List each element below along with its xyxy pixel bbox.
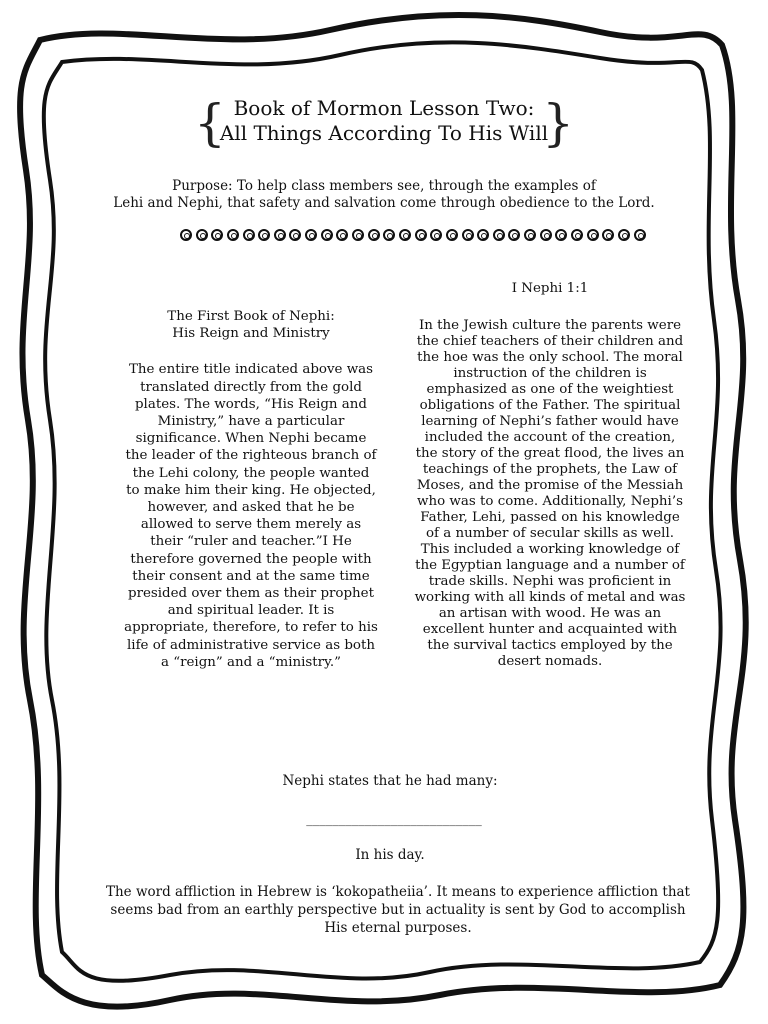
swirl-ornament [555, 229, 567, 241]
swirl-ornament [258, 229, 270, 241]
swirl-ornament [368, 229, 380, 241]
swirl-ornament [305, 229, 317, 241]
nephi-states-prompt: Nephi states that he had many: [282, 773, 498, 789]
right-curly-brace-icon: } [542, 94, 574, 152]
swirl-divider-icon [180, 227, 646, 243]
affliction-paragraph: The word affliction in Hebrew is ‘kokopatheiia’. It means to experience affliction that seems bad from an earthly perspective but in actuality is sent by God to accomplish His eternal purposes. [105, 884, 690, 936]
swirl-ornament [462, 229, 474, 241]
swirl-ornament [493, 229, 505, 241]
page-title [190, 96, 578, 146]
left-heading-line-1: The First Book of Nephi: [167, 309, 335, 324]
swirl-ornament [524, 229, 536, 241]
swirl-ornament [196, 229, 208, 241]
title-line-1: Book of Mormon Lesson Two: [233, 96, 535, 120]
swirl-ornament [477, 229, 489, 241]
swirl-ornament [211, 229, 223, 241]
left-curly-brace-icon: { [194, 94, 226, 152]
purpose-statement [110, 178, 658, 212]
swirl-ornament [571, 229, 583, 241]
swirl-ornament [336, 229, 348, 241]
swirl-ornament [227, 229, 239, 241]
left-column [124, 308, 378, 671]
left-column-body: The entire title indicated above was translated directly from the gold plates. The words, “His Reign and Ministry,” have a particular significance. When Nephi became the leader of the righteous branch of the Lehi colony, the people wanted to make him their king. He objected, however, and asked that he be allowed to serve them merely as their “ruler and teacher.”I He therefore governed the people with their consent and at the same time presided over them as their prophet and spiritual leader. It is appropriate, therefore, to refer to his life of administrative service as both a “reign” and a “ministry.” [124, 362, 378, 670]
swirl-ornament [321, 229, 333, 241]
swirl-ornament [415, 229, 427, 241]
swirl-ornament [399, 229, 411, 241]
swirl-ornament [274, 229, 286, 241]
purpose-line-1: Purpose: To help class members see, through the examples of [172, 178, 596, 194]
right-column [414, 281, 686, 670]
swirl-ornament [618, 229, 630, 241]
purpose-line-2: Lehi and Nephi, that safety and salvation come through obedience to the Lord. [113, 195, 655, 211]
swirl-ornament [243, 229, 255, 241]
swirl-ornament [289, 229, 301, 241]
swirl-ornament [180, 229, 192, 241]
in-his-day-text: In his day. [355, 847, 425, 863]
left-heading-line-2: His Reign and Ministry [172, 326, 330, 342]
swirl-ornament [634, 229, 646, 241]
fill-in-blank-line: ___________________________ [306, 812, 482, 827]
swirl-ornament [587, 229, 599, 241]
right-column-body: In the Jewish culture the parents were the chief teachers of their children and the hoe was the only school. The moral instruction of the children is emphasized as one of the weightiest obligations of the Father. The spiritual learning of Nephi’s father would have included the account of the creation, the story of the great flood, the lives an teachings of the prophets, the Law of Moses, and the promise of the Messiah who was to come. Additionally, Nephi’s Father, Lehi, passed on his knowledge of a number of secular skills as well. This included a working knowledge of the Egyptian language and a number of trade skills. Nephi was proficient in working with all kinds of metal and was an artisan with wood. He was an excellent hunter and acquainted with the survival tactics employed by the desert nomads. [414, 318, 686, 669]
swirl-ornament [540, 229, 552, 241]
title-block [190, 92, 578, 162]
swirl-ornament [352, 229, 364, 241]
left-column-heading [124, 308, 378, 342]
scripture-reference: I Nephi 1:1 [511, 281, 589, 296]
swirl-ornament [383, 229, 395, 241]
swirl-ornament [430, 229, 442, 241]
swirl-ornament [602, 229, 614, 241]
swirl-ornament [508, 229, 520, 241]
title-line-2: All Things According To His Will [219, 121, 549, 145]
swirl-ornament [446, 229, 458, 241]
